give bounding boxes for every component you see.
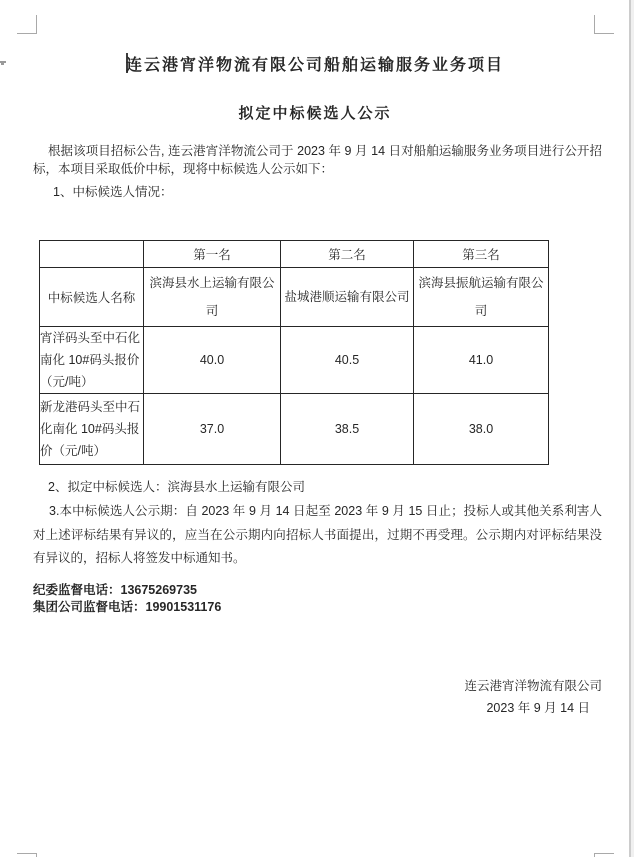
table-row-candidate-names [40,268,549,327]
crop-mark-top-left-icon [17,15,37,34]
signature-date: 2023 年 9 月 14 日 [486,701,590,715]
signature-company: 连云港宵洋物流有限公司 [464,679,602,693]
table-row-price-xinlonggang [40,394,549,465]
table-header-row [40,241,549,268]
table-header-rank-3: 第三名 [414,241,549,268]
table-cell-price: 40.0 [144,327,281,394]
crop-mark-bottom-left-icon [17,853,37,857]
table-header-rank-2: 第二名 [281,241,414,268]
table-row-price-xiaoyang [40,327,549,394]
table-cell-price: 38.5 [281,394,414,465]
ruler-artifact [1,63,4,65]
table-cell-price: 40.5 [281,327,414,394]
table-header-blank [40,241,144,268]
crop-mark-bottom-right-icon [594,853,614,857]
table-cell-candidate-3: 滨海县振航运输有限公司 [414,268,549,327]
document-title: 连云港宵洋物流有限公司船舶运输服务业务项目 [125,57,504,74]
document-subtitle: 拟定中标候选人公示 [238,105,392,122]
table-row-label: 宵洋码头至中石化南化 10#码头报价（元/吨） [40,327,144,394]
list-item-candidates-heading: 1、中标候选人情况： [53,185,173,199]
table-row-label: 新龙港码头至中石化南化 10#码头报价（元/吨） [40,394,144,465]
table-cell-candidate-1: 滨海县水上运输有限公司 [144,268,281,327]
crop-mark-top-right-icon [594,15,614,34]
group-supervision-phone: 集团公司监督电话：19901531176 [33,600,222,614]
table-cell-price: 41.0 [414,327,549,394]
table-cell-candidate-2: 盐城港顺运输有限公司 [281,268,414,327]
table-cell-price: 37.0 [144,394,281,465]
table-row-label: 中标候选人名称 [40,268,144,327]
candidates-table [39,240,549,465]
table-cell-price: 38.0 [414,394,549,465]
list-item-publicity-period: 3.本中标候选人公示期：自 2023 年 9 月 14 日起至 2023 年 9 月 15 日止；投标人或其他关系利害人对上述评标结果有异议的，应当在公示期内向招标人书面提出，过期不再受理。公示期内对评标结果没有异议的，招标人将签发中标通知书。 [33,504,602,565]
discipline-supervision-phone: 纪委监督电话：13675269735 [33,583,197,597]
table-header-rank-1: 第一名 [144,241,281,268]
list-item-proposed-winner: 2、拟定中标候选人：滨海县水上运输有限公司 [48,480,305,494]
intro-paragraph: 根据该项目招标公告, 连云港宵洋物流公司于 2023 年 9 月 14 日对船舶运输服务业务项目进行公开招标，本项目采取低价中标，现将中标候选人公示如下： [33,144,602,176]
